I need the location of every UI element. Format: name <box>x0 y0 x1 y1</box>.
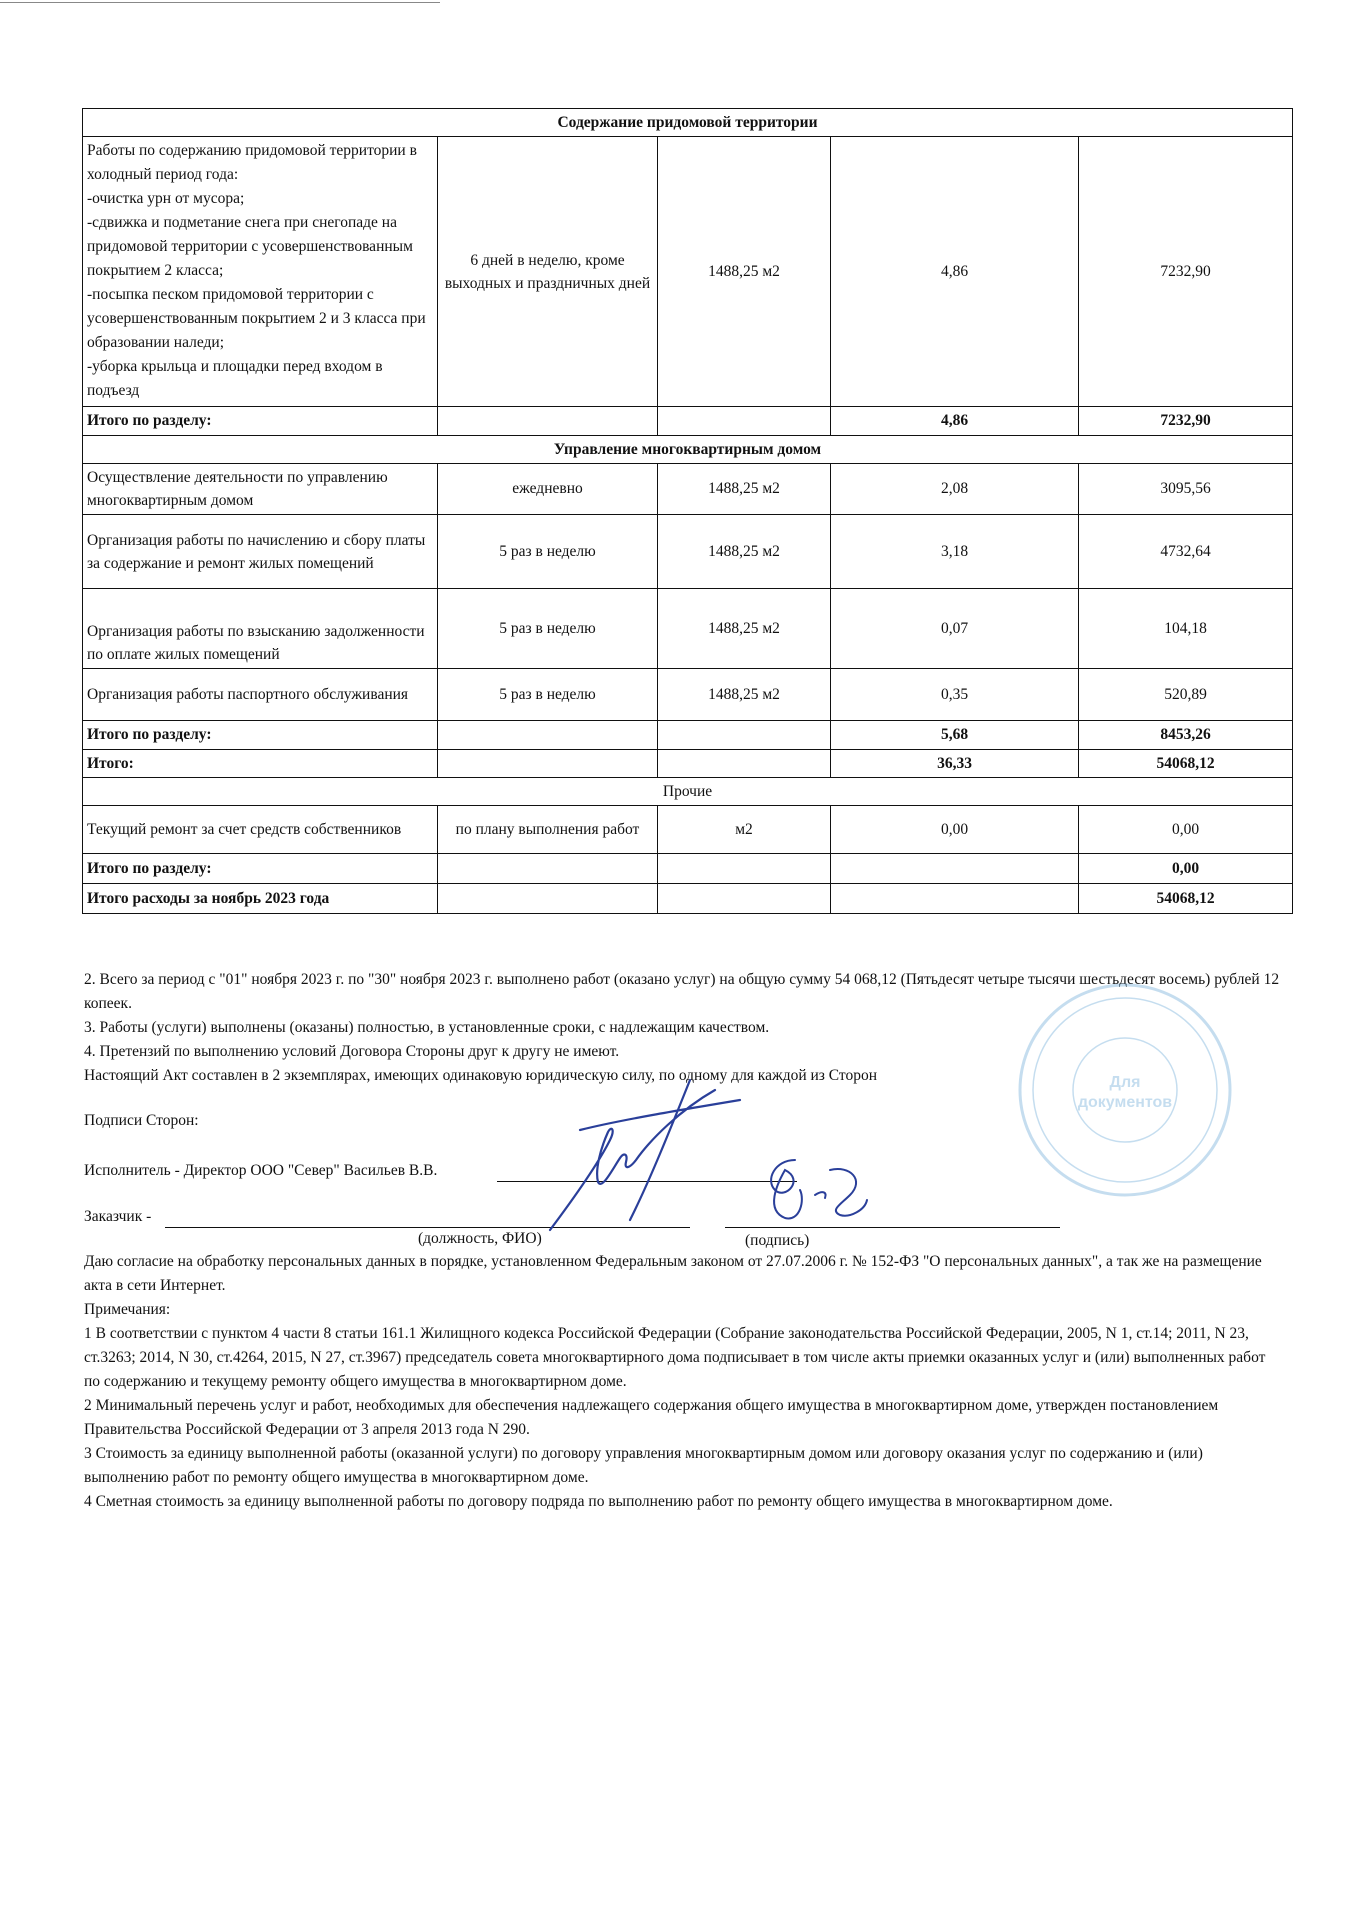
clause-2: 2. Всего за период с "01" ноября 2023 г. по "30" ноября 2023 г. выполнено работ (оказано услуг) на общую сумму 54 068,12 (Пятьдесят четыре тысячи шестьдесят восемь) рублей 12 копеек. <box>84 971 1280 1013</box>
subtotal-row <box>83 854 1293 884</box>
clause-4: 4. Претензий по выполнению условий Договора Стороны друг к другу не имеют. <box>84 1043 620 1061</box>
service-rate: 2,08 <box>831 463 1079 515</box>
service-name: Организация работы по начислению и сбору платы за содержание и ремонт жилых помещений <box>83 515 438 589</box>
service-name: Осуществление деятельности по управлению многоквартирным домом <box>83 463 438 515</box>
section-title-territory: Содержание придомовой территории <box>83 109 1293 137</box>
subtotal-rate: 4,86 <box>831 407 1079 435</box>
notes-title: Примечания: <box>84 1301 171 1319</box>
table-row <box>83 137 1293 407</box>
section-header-row <box>83 777 1293 805</box>
service-sum: 0,00 <box>1079 806 1293 854</box>
note-2: 2 Минимальный перечень услуг и работ, необходимых для обеспечения надлежащего содержания общего имущества в многоквартирном доме, утвержден постановлением Правительства Российской Федерации от 3 апреля 2013 года N 290. <box>84 1397 1219 1439</box>
subtotal-label: Итого по разделу: <box>83 407 438 435</box>
grand-total-label: Итого расходы за ноябрь 2023 года <box>83 884 438 914</box>
table-row <box>83 515 1293 589</box>
signature-caption: (подпись) <box>745 1232 810 1249</box>
works-table <box>82 108 1293 914</box>
signatures-label: Подписи Сторон: <box>84 1112 199 1129</box>
service-area: 1488,25 м2 <box>658 137 831 407</box>
service-name: Организация работы паспортного обслуживания <box>83 669 438 721</box>
total-row <box>83 749 1293 777</box>
subtotal-row <box>83 721 1293 749</box>
service-period: 6 дней в неделю, кроме выходных и праздничных дней <box>438 137 658 407</box>
service-sum: 7232,90 <box>1079 137 1293 407</box>
subtotal-sum: 0,00 <box>1079 854 1293 884</box>
service-period: 5 раз в неделю <box>438 589 658 669</box>
service-area: 1488,25 м2 <box>658 463 831 515</box>
notes-block <box>84 1250 1284 1514</box>
service-period: по плану выполнения работ <box>438 806 658 854</box>
service-sum: 4732,64 <box>1079 515 1293 589</box>
service-period: 5 раз в неделю <box>438 515 658 589</box>
service-area: м2 <box>658 806 831 854</box>
customer-label: Заказчик - <box>84 1208 152 1225</box>
grand-total-sum: 54068,12 <box>1079 884 1293 914</box>
service-rate: 3,18 <box>831 515 1079 589</box>
subtotal-label: Итого по разделу: <box>83 721 438 749</box>
note-1: 1 В соответствии с пунктом 4 части 8 статьи 161.1 Жилищного кодекса Российской Федерации (Собрание законодательства Российской Федерации, 2005, N 1, ст.14; 2011, N 23, ст.3263; 2014, N 30, ст.4264, 2015, N 27, ст.3967) председатель совета многоквартирного дома подписывает в том числе акты приемки оказанных услуг и (или) выполненных работ по содержанию и текущему ремонту общего имущества в многоквартирном доме. <box>84 1325 1266 1391</box>
section-header-row <box>83 435 1293 463</box>
service-period: ежедневно <box>438 463 658 515</box>
section-header-row <box>83 109 1293 137</box>
total-sum: 54068,12 <box>1079 749 1293 777</box>
service-rate: 4,86 <box>831 137 1079 407</box>
service-area: 1488,25 м2 <box>658 669 831 721</box>
grand-total-row <box>83 884 1293 914</box>
table-row <box>83 463 1293 515</box>
service-area: 1488,25 м2 <box>658 515 831 589</box>
scan-edge-line <box>0 2 440 3</box>
consent-text: Даю согласие на обработку персональных данных в порядке, установленном Федеральным законом от 27.07.2006 г. № 152-ФЗ "О персональных данных", а так же на размещение акта в сети Интернет. <box>84 1253 1262 1295</box>
total-label: Итого: <box>83 749 438 777</box>
section-title-other: Прочие <box>83 777 1293 805</box>
service-sum: 104,18 <box>1079 589 1293 669</box>
table-row <box>83 589 1293 669</box>
svg-text:Для: Для <box>1109 1074 1141 1091</box>
subtotal-rate: 5,68 <box>831 721 1079 749</box>
subtotal-sum: 7232,90 <box>1079 407 1293 435</box>
table-row <box>83 806 1293 854</box>
service-rate: 0,07 <box>831 589 1079 669</box>
service-name: Организация работы по взысканию задолженности по оплате жилых помещений <box>83 589 438 669</box>
clause-3: 3. Работы (услуги) выполнены (оказаны) полностью, в установленные сроки, с надлежащим качеством. <box>84 1019 770 1037</box>
section-title-management: Управление многоквартирным домом <box>83 435 1293 463</box>
note-4: 4 Сметная стоимость за единицу выполненной работы по договору подряда по выполнению работ по ремонту общего имущества в многоквартирном доме. <box>84 1493 1113 1511</box>
executor-signature-icon <box>540 1070 770 1250</box>
subtotal-label: Итого по разделу: <box>83 854 438 884</box>
subtotal-row <box>83 407 1293 435</box>
service-rate: 0,00 <box>831 806 1079 854</box>
service-name: Работы по содержанию придомовой территории в холодный период года: -очистка урн от мусора; -сдвижка и подметание снега при снегопаде на придомовой территории с усовершенствованным покрытием 2 класса; -посыпка песком придомовой территории с усовершенствованным покрытием 2 и 3 класса при образовании наледи; -уборка крыльца и площадки перед входом в подъезд <box>83 137 438 407</box>
total-rate: 36,33 <box>831 749 1079 777</box>
stamp-icon <box>1010 975 1240 1205</box>
subtotal-sum: 8453,26 <box>1079 721 1293 749</box>
clause-copies: Настоящий Акт составлен в 2 экземплярах, имеющих одинаковую юридическую силу, по одному для каждой из Сторон <box>84 1067 878 1085</box>
service-sum: 3095,56 <box>1079 463 1293 515</box>
note-3: 3 Стоимость за единицу выполненной работы (оказанной услуги) по договору управления многоквартирным домом или договору оказания услуг по содержанию и (или) выполнению работ по ремонту общего имущества в многоквартирном доме. <box>84 1445 1203 1487</box>
service-name: Текущий ремонт за счет средств собственников <box>83 806 438 854</box>
service-rate: 0,35 <box>831 669 1079 721</box>
service-area: 1488,25 м2 <box>658 589 831 669</box>
position-caption: (должность, ФИО) <box>418 1230 542 1247</box>
service-sum: 520,89 <box>1079 669 1293 721</box>
svg-text:документов: документов <box>1077 1094 1173 1111</box>
table-row <box>83 669 1293 721</box>
executor-label: Исполнитель - Директор ООО "Север" Васильев В.В. <box>84 1162 438 1179</box>
customer-signature-icon <box>755 1150 875 1230</box>
service-period: 5 раз в неделю <box>438 669 658 721</box>
